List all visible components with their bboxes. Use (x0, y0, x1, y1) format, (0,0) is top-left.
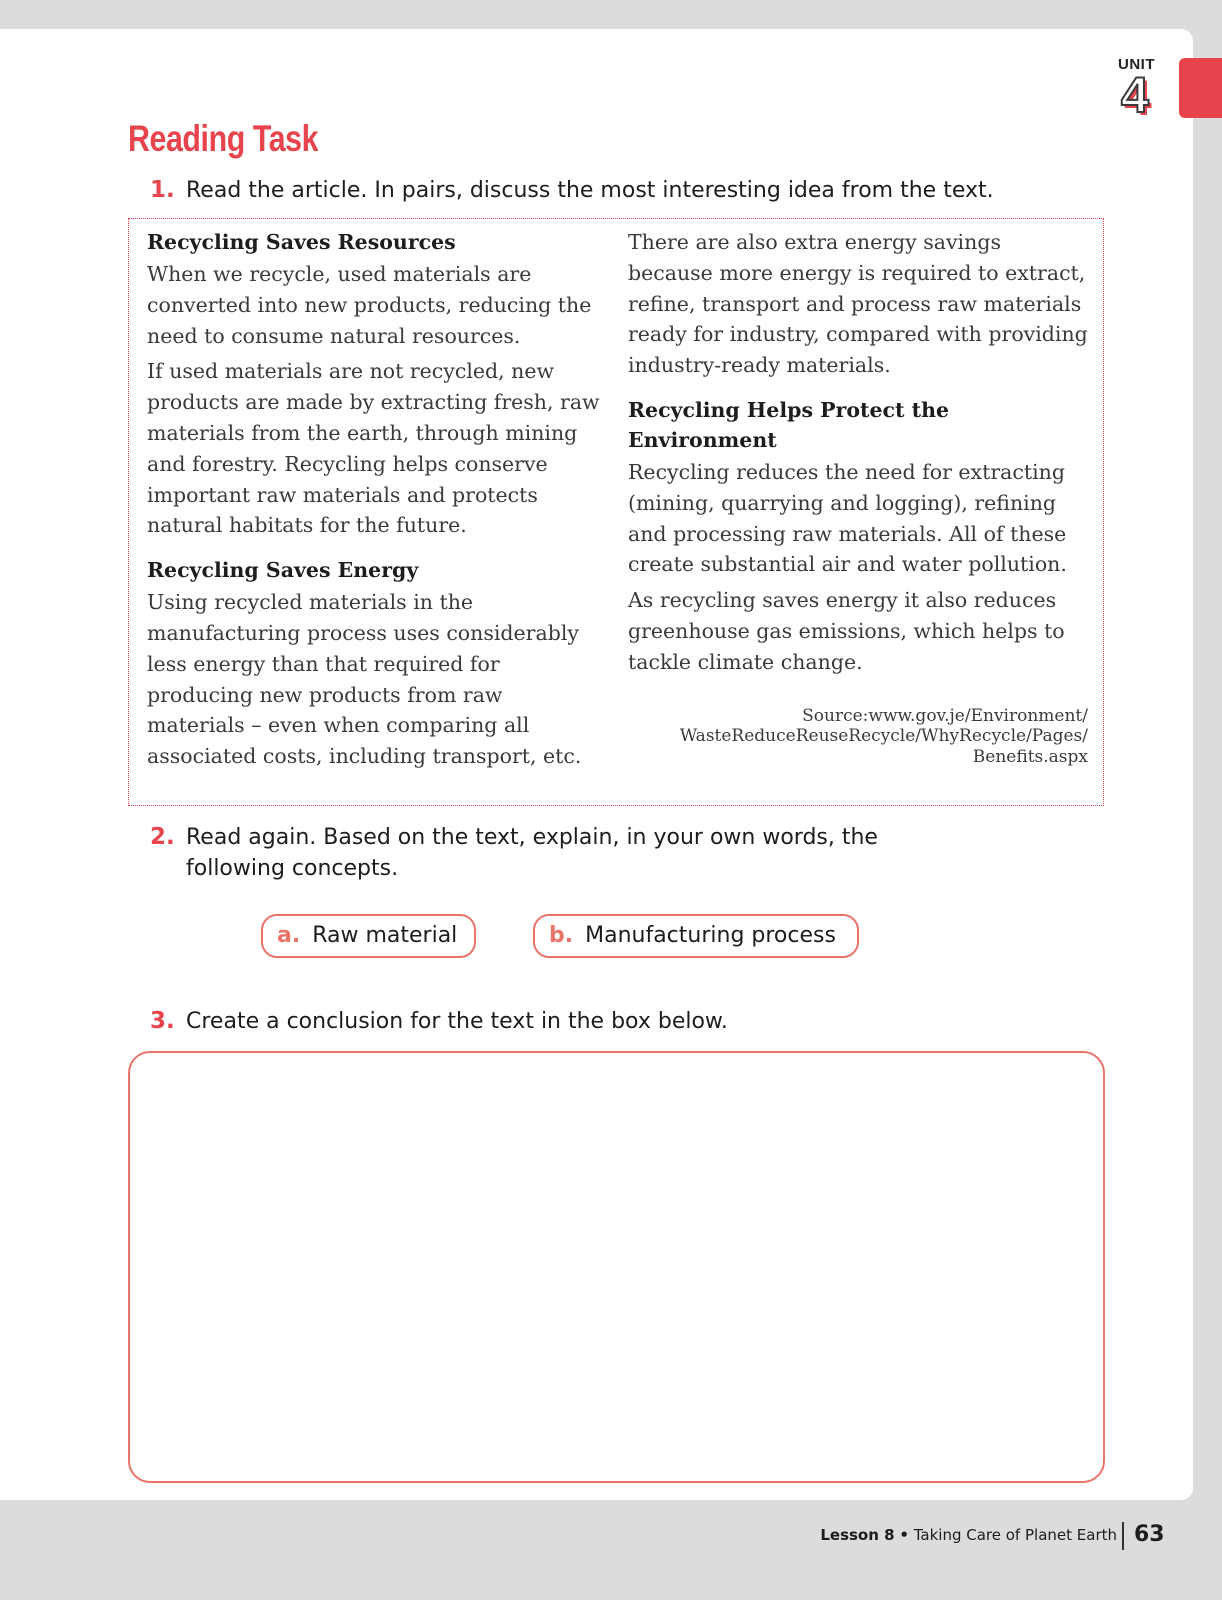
paragraph-resources-1: When we recycle, used materials are converted into new products, reducing the need to consume natural resources. (147, 262, 592, 348)
article-right-column (628, 227, 1088, 767)
heading-protect-environment: Recycling Helps Protect the Environment (628, 397, 950, 452)
task-2-number: 2. (150, 824, 175, 850)
article-left-column (147, 227, 602, 772)
footer-divider (1122, 1522, 1124, 1550)
task-1-number: 1. (150, 177, 175, 203)
task-2-text-line-1: Read again. Based on the text, explain, in your own words, the (186, 825, 878, 850)
concept-raw-material (261, 914, 476, 958)
conclusion-answer-box[interactable] (128, 1051, 1105, 1483)
paragraph-environment-1: Recycling reduces the need for extracting (mining, quarrying and logging), refining and processing raw materials. All of these create substantial air and water pollution. (628, 459, 1067, 577)
unit-tab-marker (1179, 58, 1222, 118)
footer-lesson-info (820, 1526, 1117, 1544)
concept-b-letter: b. (549, 923, 574, 948)
task-3-number: 3. (150, 1008, 175, 1034)
heading-saves-resources: Recycling Saves Resources (147, 230, 456, 254)
heading-saves-energy: Recycling Saves Energy (147, 558, 419, 583)
task-1 (150, 175, 1110, 209)
unit-label: UNIT (1118, 56, 1155, 73)
source-line-2: WasteReduceReuseRecycle/WhyRecycle/Pages/ (679, 726, 1088, 747)
source-line-1: Source:www.gov.je/Environment/ (802, 705, 1088, 726)
page-footer (0, 1522, 1222, 1552)
task-2 (150, 822, 1050, 886)
source-line-3: Benefits.aspx (972, 746, 1088, 767)
footer-bullet: • (899, 1526, 909, 1544)
paragraph-energy: Using recycled materials in the manufacturing process uses considerably less energy than that required for producing new products from raw materials – even when comparing all associated costs, including transport, etc. (147, 590, 582, 769)
article-box (128, 218, 1104, 806)
concept-b-label: Manufacturing process (585, 923, 836, 948)
source-citation (628, 706, 1088, 768)
page-number: 63 (1134, 1522, 1165, 1547)
unit-number: 4 (1121, 67, 1149, 123)
concept-a-letter: a. (277, 923, 301, 948)
paragraph-resources-2: If used materials are not recycled, new products are made by extracting fresh, raw materials from the earth, through mining and forestry. Recycling helps conserve important raw materials and protects natural habitats for the future. (147, 359, 600, 538)
concept-manufacturing-process (533, 914, 859, 958)
task-3 (150, 1006, 1050, 1040)
task-2-text-line-2: following concepts. (186, 856, 399, 881)
footer-lesson-topic: Taking Care of Planet Earth (913, 1526, 1117, 1544)
task-3-text: Create a conclusion for the text in the box below. (186, 1009, 728, 1034)
concept-a-label: Raw material (312, 923, 458, 948)
paragraph-extra-savings: There are also extra energy savings because more energy is required to extract, refine, transport and process raw materials ready for industry, compared with providing industry-ready materials. (628, 230, 1088, 378)
paragraph-environment-2: As recycling saves energy it also reduces greenhouse gas emissions, which helps to tackle climate change. (628, 588, 1065, 674)
section-title: Reading Task (128, 118, 319, 159)
task-1-text: Read the article. In pairs, discuss the most interesting idea from the text. (186, 178, 994, 203)
footer-lesson-number: Lesson 8 (820, 1526, 895, 1544)
